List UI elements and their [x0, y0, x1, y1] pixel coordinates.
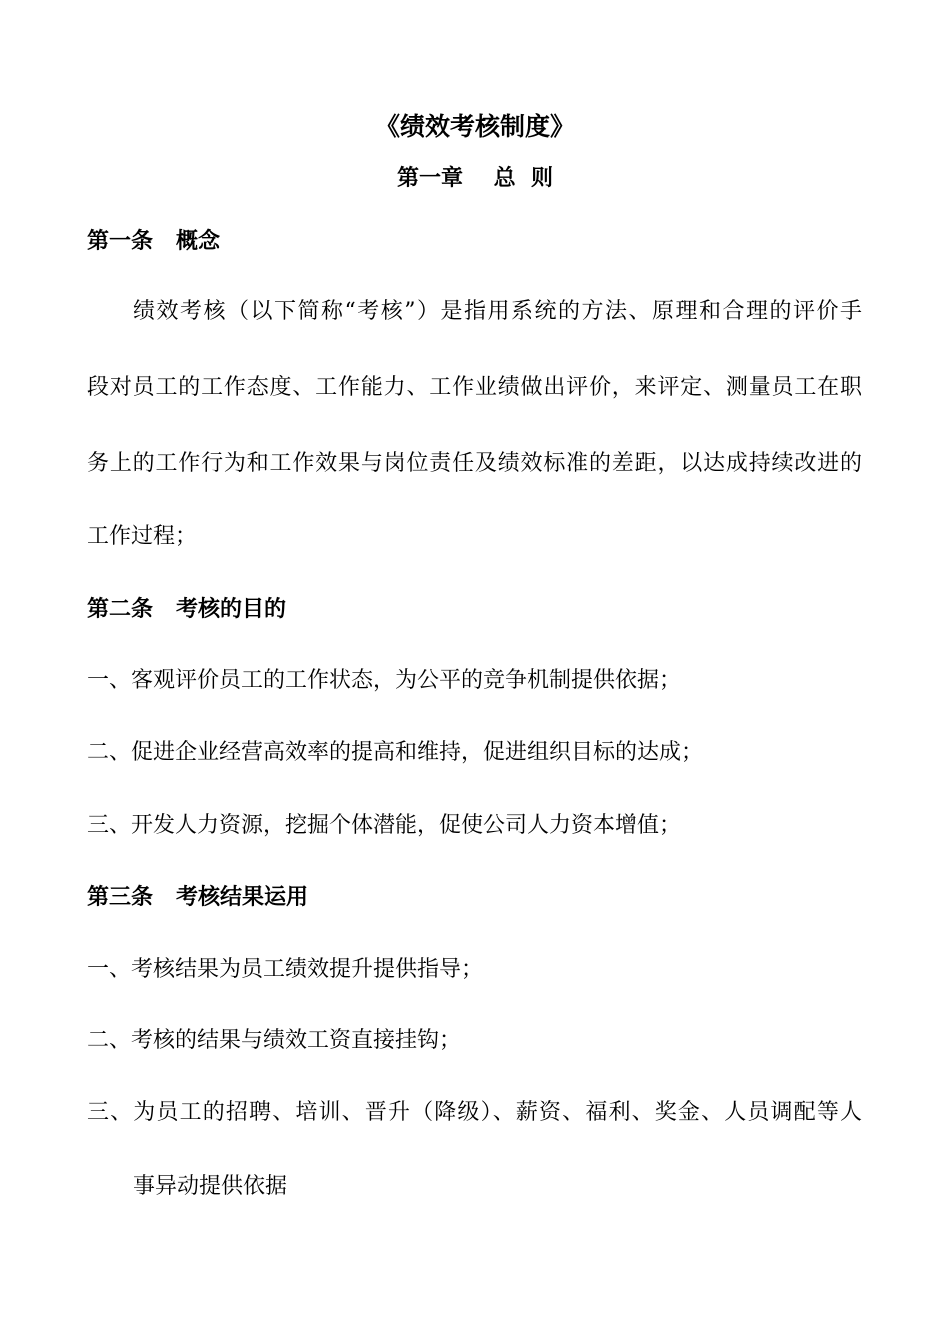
paragraph-line: 段对员工的工作态度、工作能力、工作业绩做出评价，来评定、测量员工在职 [87, 375, 862, 400]
list-item: 一、客观评价员工的工作状态，为公平的竞争机制提供依据； [87, 668, 682, 693]
document-title: 《绩效考核制度》 [374, 112, 575, 141]
section-heading-purpose: 第二条 考核的目的 [87, 596, 286, 622]
section-heading-result-usage: 第三条 考核结果运用 [87, 884, 308, 910]
paragraph-line: 务上的工作行为和工作效果与岗位责任及绩效标准的差距，以达成持续改进的 [87, 451, 862, 476]
list-item: 一、考核结果为员工绩效提升提供指导； [87, 957, 484, 982]
list-item-continuation: 事异动提供依据 [133, 1174, 288, 1199]
section-heading-concept: 第一条 概念 [87, 228, 220, 254]
list-item: 二、考核的结果与绩效工资直接挂钩； [87, 1028, 462, 1053]
list-item: 二、促进企业经营高效率的提高和维持，促进组织目标的达成； [87, 740, 704, 765]
paragraph-line: 绩效考核（以下简称“考核”）是指用系统的方法、原理和合理的评价手 [133, 299, 862, 324]
chapter-heading: 第一章 总 则 [397, 165, 553, 191]
paragraph-line: 工作过程； [87, 524, 198, 549]
list-item: 三、开发人力资源，挖掘个体潜能，促使公司人力资本增值； [87, 813, 682, 838]
list-item: 三、为员工的招聘、培训、晋升（降级）、薪资、福利、奖金、人员调配等人 [87, 1100, 862, 1125]
